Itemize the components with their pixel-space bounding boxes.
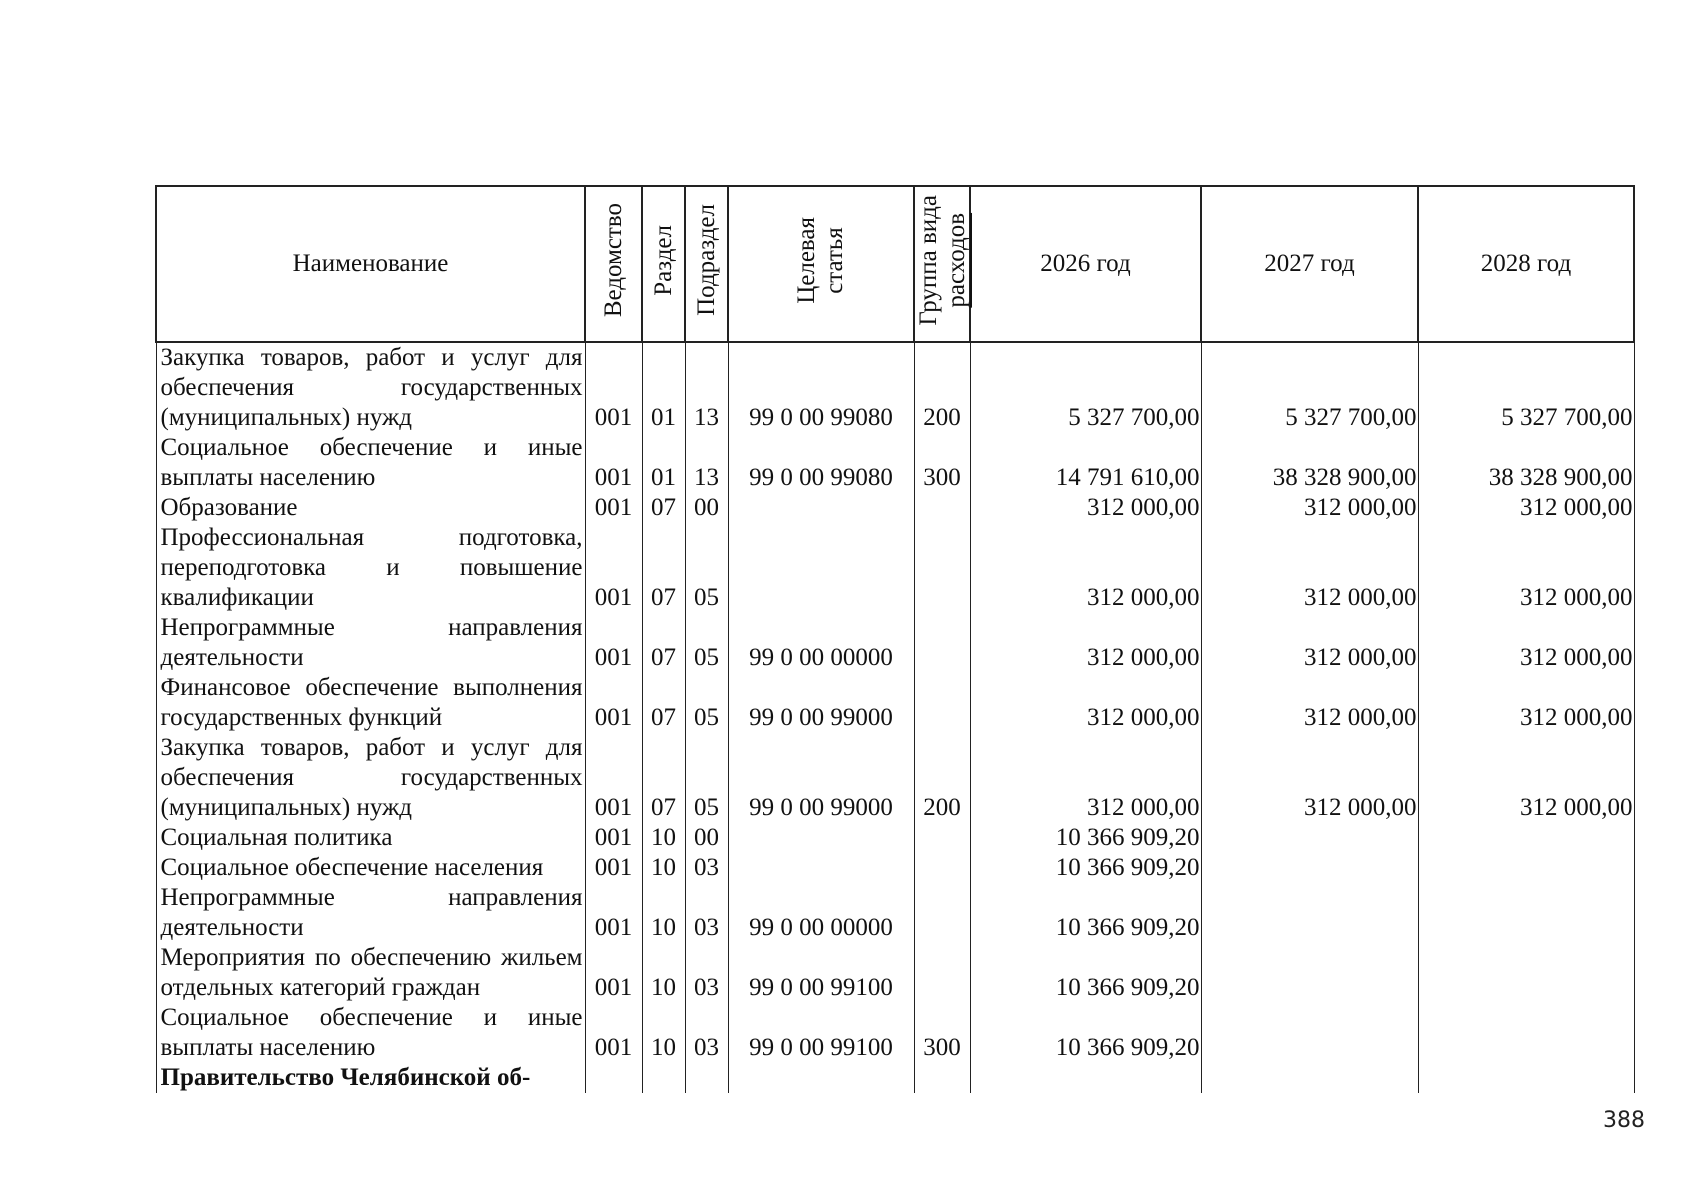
cell-gruppa: 200 <box>914 342 970 433</box>
cell-podrazdel: 03 <box>685 943 728 1003</box>
cell-vedomstvo: 001 <box>585 493 642 523</box>
cell-2026: 14 791 610,00 <box>970 433 1201 493</box>
cell-podrazdel <box>685 1063 728 1093</box>
cell-2026: 10 366 909,20 <box>970 823 1201 853</box>
cell-2027 <box>1201 1063 1418 1093</box>
cell-celevaya-statya: 99 0 00 99100 <box>728 1003 914 1063</box>
table-row <box>156 673 1634 733</box>
cell-2026: 312 000,00 <box>970 733 1201 823</box>
page-number: 388 <box>1603 1108 1645 1133</box>
cell-gruppa: 200 <box>914 733 970 823</box>
cell-razdel: 07 <box>642 523 685 613</box>
cell-2026: 312 000,00 <box>970 523 1201 613</box>
header-2028: 2028 год <box>1418 186 1634 342</box>
cell-2027: 38 328 900,00 <box>1201 433 1418 493</box>
cell-2027: 312 000,00 <box>1201 733 1418 823</box>
cell-podrazdel: 05 <box>685 733 728 823</box>
cell-2028: 312 000,00 <box>1418 613 1634 673</box>
cell-name: Социальное обеспечение населения <box>156 853 585 883</box>
cell-celevaya-statya <box>728 523 914 613</box>
cell-razdel: 10 <box>642 823 685 853</box>
table-body <box>156 342 1634 1093</box>
header-celevaya-statya: Целевая статья <box>728 186 914 342</box>
cell-gruppa <box>914 823 970 853</box>
table-row <box>156 493 1634 523</box>
table-row <box>156 613 1634 673</box>
cell-2027: 312 000,00 <box>1201 613 1418 673</box>
cell-name: Непрограммные направления деятельности <box>156 883 585 943</box>
header-podrazdel: Подраздел <box>685 186 728 342</box>
cell-2028: 312 000,00 <box>1418 523 1634 613</box>
cell-2027 <box>1201 853 1418 883</box>
cell-2028: 312 000,00 <box>1418 673 1634 733</box>
cell-vedomstvo <box>585 1063 642 1093</box>
cell-razdel: 01 <box>642 433 685 493</box>
cell-2026: 312 000,00 <box>970 673 1201 733</box>
cell-2028 <box>1418 943 1634 1003</box>
cell-celevaya-statya: 99 0 00 00000 <box>728 613 914 673</box>
cell-gruppa <box>914 523 970 613</box>
cell-name: Профессиональная подготовка, переподготовка и повышение квалификации <box>156 523 585 613</box>
cell-gruppa: 300 <box>914 433 970 493</box>
cell-2027 <box>1201 943 1418 1003</box>
cell-podrazdel: 13 <box>685 342 728 433</box>
cell-podrazdel: 03 <box>685 883 728 943</box>
cell-2028: 38 328 900,00 <box>1418 433 1634 493</box>
cell-vedomstvo: 001 <box>585 943 642 1003</box>
cell-gruppa <box>914 943 970 1003</box>
cell-celevaya-statya: 99 0 00 99080 <box>728 433 914 493</box>
header-2026: 2026 год <box>970 186 1201 342</box>
cell-2028 <box>1418 823 1634 853</box>
table-row <box>156 342 1634 433</box>
cell-razdel: 07 <box>642 673 685 733</box>
cell-razdel: 07 <box>642 613 685 673</box>
cell-vedomstvo: 001 <box>585 853 642 883</box>
table-row <box>156 823 1634 853</box>
cell-2027 <box>1201 823 1418 853</box>
cell-name: Образование <box>156 493 585 523</box>
cell-name: Правительство Челябинской об- <box>156 1063 585 1093</box>
header-name: Наименование <box>156 186 585 342</box>
cell-2027: 312 000,00 <box>1201 673 1418 733</box>
cell-razdel: 10 <box>642 943 685 1003</box>
cell-podrazdel: 03 <box>685 853 728 883</box>
cell-2027 <box>1201 883 1418 943</box>
cell-2028 <box>1418 1063 1634 1093</box>
cell-name: Закупка товаров, работ и услуг для обеспечения государственных (муниципальных) нужд <box>156 733 585 823</box>
cell-name: Социальное обеспечение и иные выплаты населению <box>156 1003 585 1063</box>
cell-vedomstvo: 001 <box>585 342 642 433</box>
cell-razdel: 10 <box>642 1003 685 1063</box>
cell-podrazdel: 05 <box>685 523 728 613</box>
cell-razdel: 10 <box>642 883 685 943</box>
cell-celevaya-statya <box>728 493 914 523</box>
cell-vedomstvo: 001 <box>585 1003 642 1063</box>
table-row <box>156 853 1634 883</box>
cell-gruppa: 300 <box>914 1003 970 1063</box>
cell-2026: 312 000,00 <box>970 613 1201 673</box>
cell-2028 <box>1418 853 1634 883</box>
cell-2027: 312 000,00 <box>1201 493 1418 523</box>
table-row <box>156 883 1634 943</box>
cell-vedomstvo: 001 <box>585 823 642 853</box>
cell-vedomstvo: 001 <box>585 523 642 613</box>
cell-podrazdel: 13 <box>685 433 728 493</box>
table-row <box>156 1003 1634 1063</box>
cell-gruppa <box>914 1063 970 1093</box>
cell-2028 <box>1418 883 1634 943</box>
cell-razdel <box>642 1063 685 1093</box>
cell-celevaya-statya <box>728 1063 914 1093</box>
cell-podrazdel: 05 <box>685 673 728 733</box>
table-row <box>156 523 1634 613</box>
cell-podrazdel: 05 <box>685 613 728 673</box>
cell-name: Социальное обеспечение и иные выплаты населению <box>156 433 585 493</box>
cell-celevaya-statya: 99 0 00 99000 <box>728 673 914 733</box>
cell-vedomstvo: 001 <box>585 883 642 943</box>
cell-gruppa <box>914 883 970 943</box>
cell-2028: 312 000,00 <box>1418 493 1634 523</box>
cell-celevaya-statya: 99 0 00 99100 <box>728 943 914 1003</box>
table-row <box>156 733 1634 823</box>
cell-celevaya-statya: 99 0 00 99080 <box>728 342 914 433</box>
cell-celevaya-statya <box>728 823 914 853</box>
cell-celevaya-statya <box>728 853 914 883</box>
cell-gruppa <box>914 613 970 673</box>
cell-celevaya-statya: 99 0 00 99000 <box>728 733 914 823</box>
cell-razdel: 01 <box>642 342 685 433</box>
cell-razdel: 07 <box>642 493 685 523</box>
cell-2028: 312 000,00 <box>1418 733 1634 823</box>
cell-name: Финансовое обеспечение выполнения государственных функций <box>156 673 585 733</box>
header-vedomstvo: Ведомство <box>585 186 642 342</box>
cell-2026: 10 366 909,20 <box>970 883 1201 943</box>
budget-table <box>155 185 1635 1093</box>
cell-2028: 5 327 700,00 <box>1418 342 1634 433</box>
cell-name: Закупка товаров, работ и услуг для обеспечения государственных (муниципальных) нужд <box>156 342 585 433</box>
cell-2026: 10 366 909,20 <box>970 853 1201 883</box>
cell-podrazdel: 00 <box>685 823 728 853</box>
cell-vedomstvo: 001 <box>585 673 642 733</box>
cell-2026: 312 000,00 <box>970 493 1201 523</box>
cell-vedomstvo: 001 <box>585 613 642 673</box>
header-gruppa-vida-rashodov: Группа вида расходов <box>914 186 970 342</box>
cell-vedomstvo: 001 <box>585 433 642 493</box>
cell-2026: 5 327 700,00 <box>970 342 1201 433</box>
header-2027: 2027 год <box>1201 186 1418 342</box>
header-razdel: Раздел <box>642 186 685 342</box>
cell-gruppa <box>914 673 970 733</box>
cell-2026: 10 366 909,20 <box>970 943 1201 1003</box>
table-row <box>156 943 1634 1003</box>
cell-2026 <box>970 1063 1201 1093</box>
cell-podrazdel: 00 <box>685 493 728 523</box>
cell-vedomstvo: 001 <box>585 733 642 823</box>
cell-gruppa <box>914 493 970 523</box>
cell-2026: 10 366 909,20 <box>970 1003 1201 1063</box>
cell-name: Мероприятия по обеспечению жильем отдельных категорий граждан <box>156 943 585 1003</box>
cell-podrazdel: 03 <box>685 1003 728 1063</box>
cell-razdel: 07 <box>642 733 685 823</box>
cell-razdel: 10 <box>642 853 685 883</box>
cell-2028 <box>1418 1003 1634 1063</box>
table-row <box>156 433 1634 493</box>
cell-2027 <box>1201 1003 1418 1063</box>
cell-2027: 5 327 700,00 <box>1201 342 1418 433</box>
cell-2027: 312 000,00 <box>1201 523 1418 613</box>
cell-name: Социальная политика <box>156 823 585 853</box>
cell-celevaya-statya: 99 0 00 00000 <box>728 883 914 943</box>
table-header <box>156 186 1634 342</box>
cell-name: Непрограммные направления деятельности <box>156 613 585 673</box>
cell-gruppa <box>914 853 970 883</box>
table-row <box>156 1063 1634 1093</box>
